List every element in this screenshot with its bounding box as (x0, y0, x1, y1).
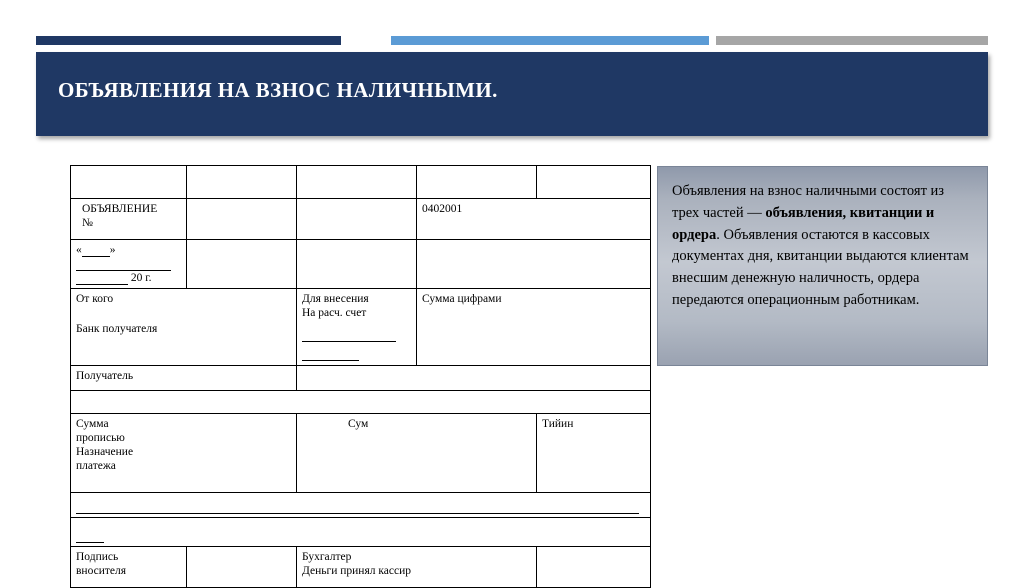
cell-empty (417, 166, 537, 199)
date-cell (71, 240, 187, 289)
top-bar-grey (716, 36, 988, 45)
deposit-purpose-cell (297, 289, 417, 366)
cell-empty (187, 199, 297, 240)
note-bold-phrase: объявления, квитанции и ордера (672, 204, 935, 243)
table-row (71, 391, 651, 414)
date-year-field (76, 271, 181, 285)
cash-deposit-form (70, 165, 650, 588)
cell-empty (537, 166, 651, 199)
cashier-received-label: Деньги принял кассир (302, 565, 411, 578)
for-deposit-label-1: Для внесения (302, 293, 369, 306)
note-part-2: . Объявления остаются в кассовых документах дня, квитанции выдаются клиентам внесшим денежную наличность, ордера передаются операционным работникам. (672, 226, 969, 308)
sum-cell (297, 414, 537, 493)
top-bar-dark (36, 36, 341, 45)
table-row (71, 240, 651, 289)
account-blank-1 (302, 332, 396, 342)
tiyin-label: Тийин (542, 418, 574, 431)
sum-label: Сум (348, 418, 369, 431)
amount-words-label-2: прописью (76, 432, 125, 445)
amount-words-label-1: Сумма (76, 418, 109, 431)
payer-cell (71, 289, 297, 366)
account-blank-2 (302, 351, 359, 361)
declaration-number-cell (71, 199, 187, 240)
recipient-bank-label: Банк получателя (76, 323, 158, 336)
depositor-signature-label-2: вносителя (76, 565, 127, 578)
form-code: 0402001 (422, 203, 463, 215)
top-bar-blue (391, 36, 709, 45)
purpose-label-2: платежа (76, 460, 116, 473)
decorative-top-bars (36, 36, 988, 45)
cell-empty (71, 166, 187, 199)
cell-empty (297, 240, 417, 289)
spacer (302, 342, 411, 351)
form-code-cell (417, 199, 651, 240)
quote-close: » (109, 244, 116, 256)
date-day-blank (82, 245, 110, 257)
cell-empty (297, 166, 417, 199)
for-deposit-label-2: На расч. счет (302, 307, 367, 320)
table-row (71, 547, 651, 588)
from-whom-label: От кого (76, 293, 114, 306)
table-row (71, 366, 651, 391)
title-banner (36, 52, 988, 136)
blank-line-row (71, 493, 651, 518)
declaration-label: ОБЪЯВЛЕНИЕ (82, 203, 158, 215)
form-table (70, 165, 651, 588)
blank-rule-2 (76, 533, 104, 543)
blank-line-row-2 (71, 518, 651, 547)
recipient-label: Получатель (76, 370, 134, 383)
amount-digits-cell (417, 289, 651, 366)
note-part-1: Объявления на взнос наличными состоят из трех частей — (672, 183, 945, 221)
page-title: ОБЪЯВЛЕНИЯ НА ВЗНОС НАЛИЧНЫМИ. (58, 78, 498, 102)
spacer (76, 306, 291, 322)
amount-digits-label: Сумма цифрами (422, 293, 502, 306)
table-row (71, 289, 651, 366)
declaration-number-label: № (82, 217, 93, 230)
spacer (302, 320, 411, 332)
explanatory-note-text (658, 167, 987, 322)
recipient-cell (71, 366, 297, 391)
cell-empty (537, 547, 651, 588)
amount-words-cell (71, 414, 297, 493)
table-row (71, 166, 651, 199)
date-day-field (76, 243, 181, 271)
date-month-blank (76, 259, 171, 271)
table-row (71, 199, 651, 240)
cell-empty (187, 240, 297, 289)
explanatory-note-box (657, 166, 988, 366)
cell-empty (187, 547, 297, 588)
cell-empty (297, 366, 651, 391)
depositor-signature-label-1: Подпись (76, 551, 119, 564)
date-year-suffix: 20 г. (130, 272, 152, 285)
cell-empty (297, 199, 417, 240)
purpose-label-1: Назначение (76, 446, 134, 459)
depositor-signature-cell (71, 547, 187, 588)
table-row (71, 414, 651, 493)
cell-empty-strip (71, 391, 651, 414)
blank-rule-1 (76, 504, 639, 514)
tiyin-cell (537, 414, 651, 493)
cell-empty (417, 240, 651, 289)
date-year-blank (76, 273, 128, 285)
table-row (71, 493, 651, 518)
accountant-label: Бухгалтер (302, 551, 352, 564)
table-row (71, 518, 651, 547)
quote-open: « (76, 244, 82, 256)
cell-empty (187, 166, 297, 199)
accountant-cell (297, 547, 537, 588)
